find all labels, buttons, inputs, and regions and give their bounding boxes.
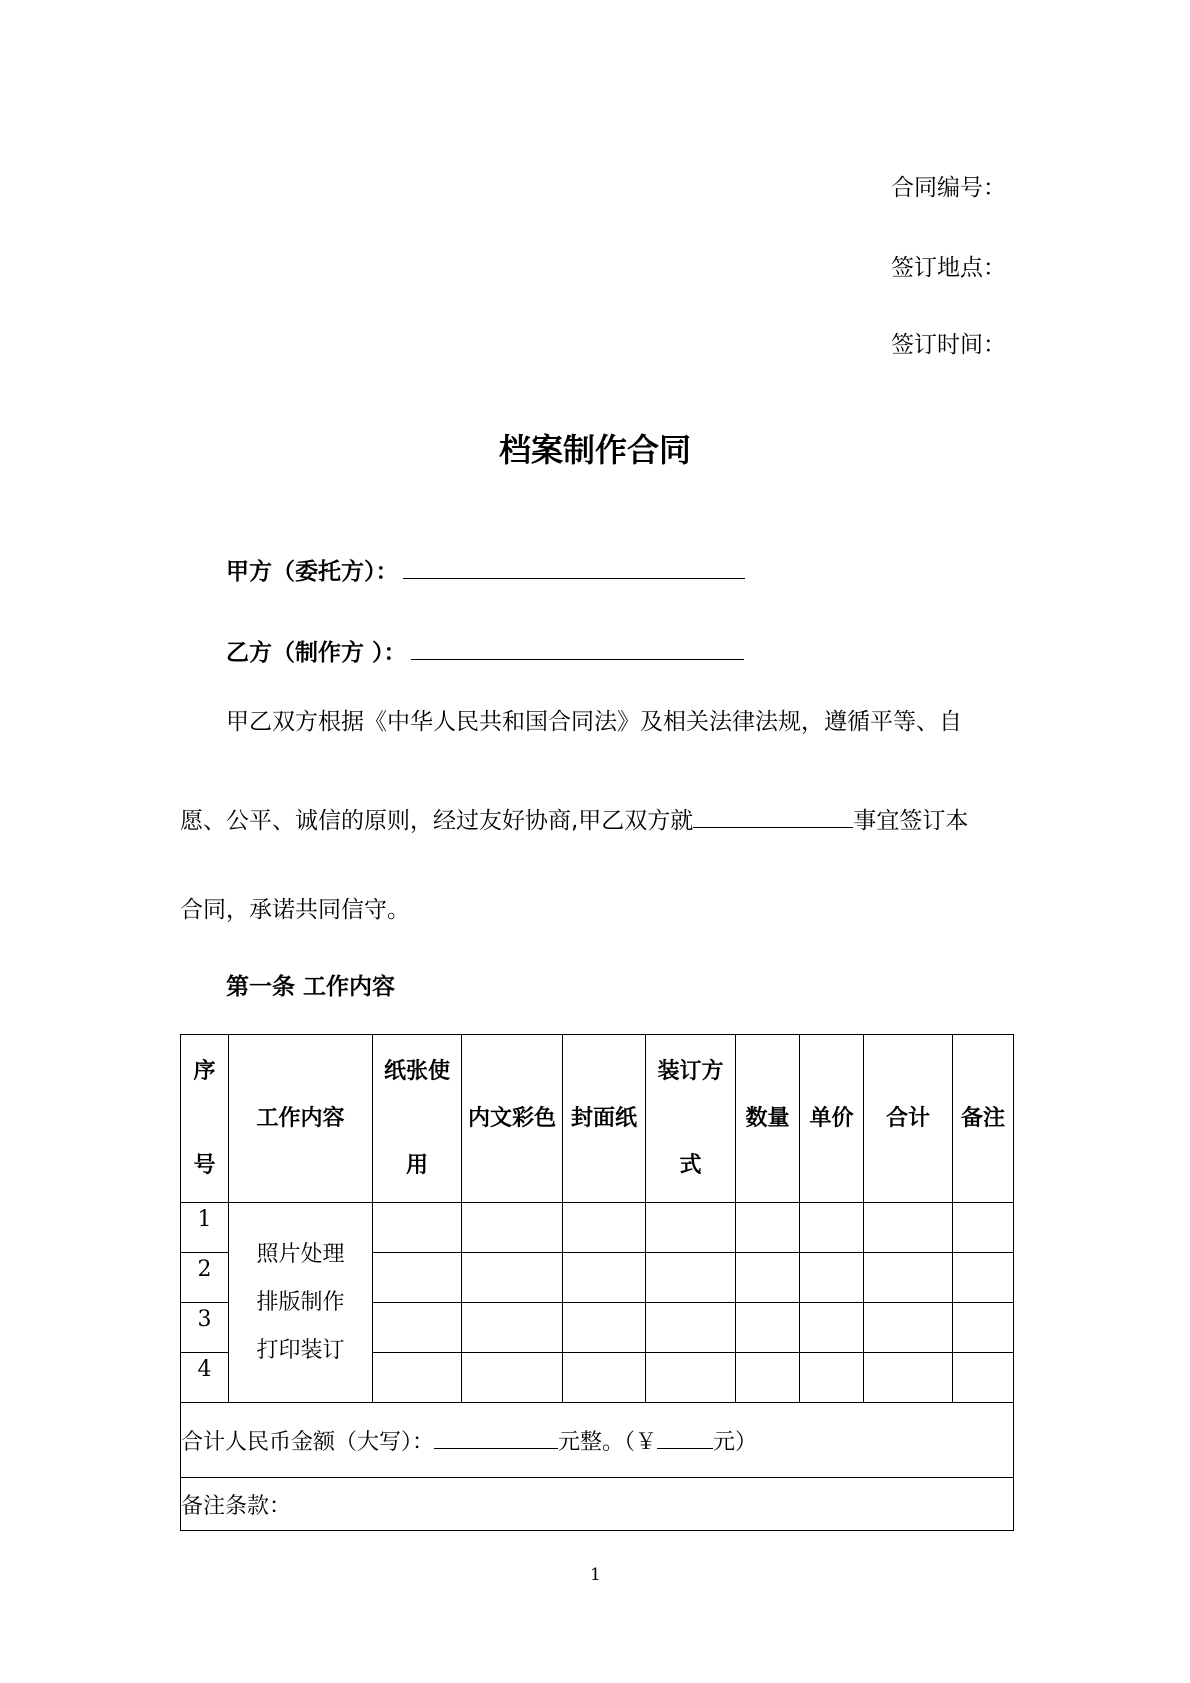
amount-figure-blank[interactable] [657, 1424, 713, 1449]
work-item: 排版制作 [256, 1289, 345, 1315]
amount-row [181, 1403, 1014, 1478]
cell-cover-paper[interactable] [563, 1353, 646, 1403]
party-a-blank[interactable] [403, 556, 745, 579]
cell-unit-price[interactable] [800, 1303, 864, 1353]
intro-line-2-after: 事宜签订本 [853, 808, 969, 834]
cell-unit-price[interactable] [800, 1203, 864, 1253]
work-content-table [180, 1034, 1014, 1531]
cell-total[interactable] [864, 1303, 953, 1353]
intro-line-2 [180, 803, 968, 836]
cell-quantity[interactable] [736, 1253, 800, 1303]
work-items-cell [229, 1203, 373, 1403]
cell-unit-price[interactable] [800, 1353, 864, 1403]
header-paper: 纸张使 用 [373, 1035, 462, 1203]
cell-binding[interactable] [646, 1353, 736, 1403]
cell-cover-paper[interactable] [563, 1253, 646, 1303]
cell-paper[interactable] [373, 1253, 462, 1303]
cell-total[interactable] [864, 1353, 953, 1403]
cell-binding[interactable] [646, 1253, 736, 1303]
amount-end: 元） [713, 1430, 758, 1455]
header-binding: 装订方 式 [646, 1035, 736, 1203]
remark-clause-label: 备注条款： [181, 1493, 292, 1519]
header-total: 合计 [864, 1035, 953, 1203]
cell-binding[interactable] [646, 1303, 736, 1353]
party-a-line [226, 556, 745, 587]
intro-line-1: 甲乙双方根据《中华人民共和国合同法》及相关法律法规，遵循平等、自 [226, 709, 962, 735]
party-a-label: 甲方（委托方）： [226, 559, 399, 585]
header-seq: 序 号 [181, 1035, 229, 1203]
amount-label: 合计人民币金额（大写）： [181, 1430, 435, 1455]
party-b-label: 乙方（制作方 ）： [226, 640, 407, 666]
remark-clause-cell[interactable] [181, 1478, 1014, 1531]
table-row [181, 1203, 1014, 1253]
header-unit-price: 单价 [800, 1035, 864, 1203]
cell-total[interactable] [864, 1203, 953, 1253]
page-number: 1 [590, 1565, 601, 1585]
cell-inner-color[interactable] [462, 1303, 563, 1353]
intro-line-3: 合同，承诺共同信守。 [180, 897, 410, 923]
cell-inner-color[interactable] [462, 1253, 563, 1303]
header-inner-color: 内文彩色 [462, 1035, 563, 1203]
amount-words-blank[interactable] [434, 1424, 558, 1449]
cell-binding[interactable] [646, 1203, 736, 1253]
intro-line-2-before: 愿、公平、诚信的原则，经过友好协商,甲乙双方就 [180, 808, 694, 834]
cell-remarks[interactable] [953, 1203, 1014, 1253]
cell-cover-paper[interactable] [563, 1303, 646, 1353]
header-quantity: 数量 [736, 1035, 800, 1203]
cell-quantity[interactable] [736, 1303, 800, 1353]
cell-remarks[interactable] [953, 1253, 1014, 1303]
section-1-heading: 第一条 工作内容 [226, 974, 396, 1000]
matter-blank[interactable] [693, 803, 853, 828]
contract-number-label: 合同编号： [891, 175, 1006, 201]
sign-place-label: 签订地点： [891, 255, 1006, 281]
header-content: 工作内容 [229, 1035, 373, 1203]
header-remarks: 备注 [953, 1035, 1014, 1203]
row-seq: 1 [181, 1203, 229, 1253]
amount-suffix: 元整。（￥ [558, 1430, 658, 1455]
cell-paper[interactable] [373, 1203, 462, 1253]
header-cover-paper: 封面纸 [563, 1035, 646, 1203]
party-b-blank[interactable] [411, 637, 744, 660]
row-seq: 4 [181, 1353, 229, 1403]
table-header-row [181, 1035, 1014, 1203]
cell-unit-price[interactable] [800, 1253, 864, 1303]
sign-time-label: 签订时间： [891, 332, 1006, 358]
cell-inner-color[interactable] [462, 1353, 563, 1403]
work-item: 照片处理 [256, 1241, 345, 1267]
cell-remarks[interactable] [953, 1303, 1014, 1353]
cell-inner-color[interactable] [462, 1203, 563, 1253]
cell-quantity[interactable] [736, 1353, 800, 1403]
remark-row [181, 1478, 1014, 1531]
cell-total[interactable] [864, 1253, 953, 1303]
row-seq: 2 [181, 1253, 229, 1303]
row-seq: 3 [181, 1303, 229, 1353]
cell-paper[interactable] [373, 1303, 462, 1353]
party-b-line [226, 637, 744, 668]
document-title: 档案制作合同 [499, 431, 692, 469]
cell-paper[interactable] [373, 1353, 462, 1403]
cell-quantity[interactable] [736, 1203, 800, 1253]
cell-remarks[interactable] [953, 1353, 1014, 1403]
cell-cover-paper[interactable] [563, 1203, 646, 1253]
amount-cell [181, 1403, 1014, 1478]
work-item: 打印装订 [256, 1337, 345, 1363]
